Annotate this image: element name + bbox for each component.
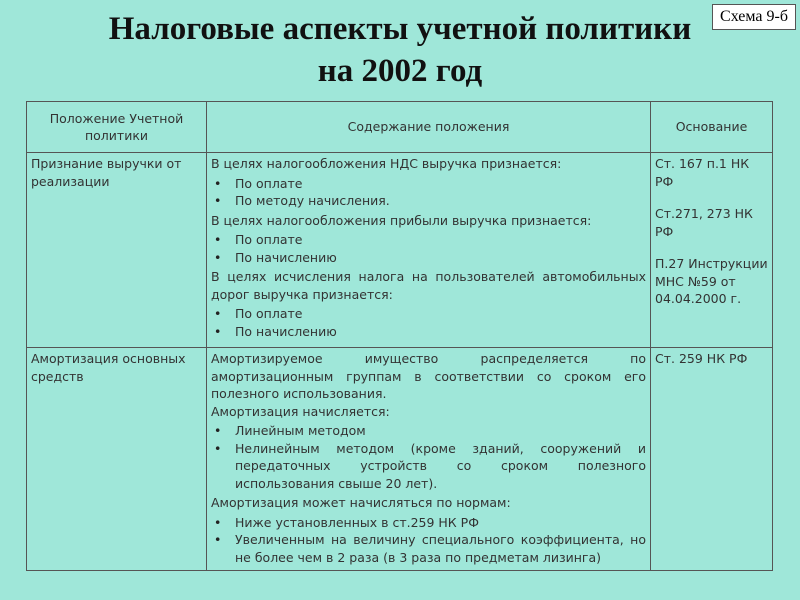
table-row (27, 153, 773, 348)
row-revenue-content (207, 153, 651, 348)
title-line-2: на 2002 год (317, 53, 483, 89)
bullet-list (211, 175, 646, 210)
list-item: • Увеличенным на величину специального коэффициента, но не более чем в 2 раза (в 3 раза по предметам лизинга) (235, 531, 646, 566)
content-text: В целях исчисления налога на пользователей автомобильных дорог выручка признается: (211, 269, 646, 302)
scheme-badge: Схема 9-б (712, 4, 796, 30)
policy-table (26, 101, 773, 571)
title-line-1: Налоговые аспекты учетной политики (108, 11, 692, 47)
basis-text: П.27 Инструкции МНС №59 от 04.04.2000 г. (655, 256, 768, 306)
basis-text: Ст. 259 НК РФ (655, 351, 748, 366)
row-revenue-provision: Признание выручки от реализации (27, 153, 207, 348)
table-header-row (27, 102, 773, 153)
list-item: • Нелинейным методом (кроме зданий, сооружений и передаточных устройств со сроком полезного использования свыше 20 лет). (235, 440, 646, 493)
list-item: • Ниже установленных в ст.259 НК РФ (235, 514, 646, 532)
bullet-list (211, 231, 646, 266)
list-item: • По начислению (235, 249, 646, 267)
row-revenue-basis (651, 153, 773, 348)
list-item: • По начислению (235, 323, 646, 341)
basis-text: Ст.271, 273 НК РФ (655, 206, 753, 239)
content-text: Амортизация может начисляться по нормам: (211, 495, 511, 510)
bullet-list (211, 514, 646, 567)
content-text: В целях налогообложения НДС выручка признается: (211, 156, 562, 171)
basis-text: Ст. 167 п.1 НК РФ (655, 156, 750, 189)
header-content: Содержание положения (207, 102, 651, 153)
bullet-list (211, 422, 646, 492)
list-item: • По оплате (235, 231, 646, 249)
page-title (0, 8, 800, 92)
table-row (27, 348, 773, 571)
header-provision: Положение Учетной политики (27, 102, 207, 153)
row-depreciation-basis (651, 348, 773, 571)
content-text: Амортизация начисляется: (211, 403, 390, 419)
header-basis: Основание (651, 102, 773, 153)
row-depreciation-provision: Амортизация основных средств (27, 348, 207, 571)
list-item: • Линейным методом (235, 422, 646, 440)
list-item: • По оплате (235, 175, 646, 193)
content-text: В целях налогообложения прибыли выручка признается: (211, 212, 592, 228)
content-text: Амортизируемое имущество распределяется по амортизационным группам в соответствии со сроком его полезного использования. (211, 351, 646, 401)
list-item: • По оплате (235, 305, 646, 323)
bullet-list (211, 305, 646, 340)
row-depreciation-content (207, 348, 651, 571)
list-item: • По методу начисления. (235, 192, 646, 210)
